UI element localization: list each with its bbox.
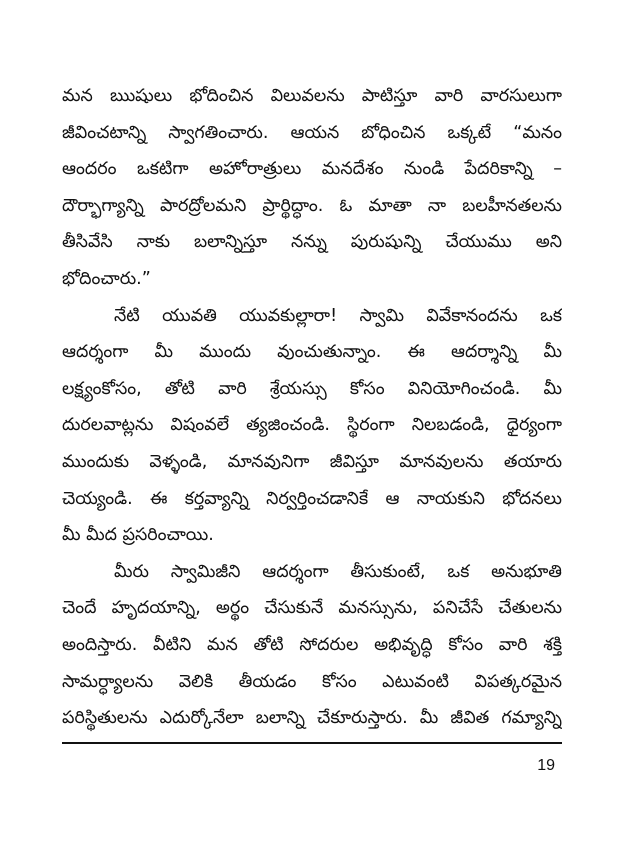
paragraph-1-line-1: మన ఋషులు భోదించిన విలువలను పాటిస్తూ వారి వారసులుగా <box>62 86 562 106</box>
paragraph-2-line-3: లక్ష్యంకోసం, తోటి వారి శ్రేయస్సు కోసం వినియోగించండి. మీ <box>62 378 562 399</box>
paragraph-3-line-2: చెందే హృదయాన్ని, అర్థం చేసుకునే మనస్సును, పనిచేసే చేతులను <box>62 598 562 619</box>
paragraph-3-line-4: సామర్ధ్యాలను వెలికి తీయడం కోసం ఎటువంటి విపత్కరమైన <box>62 671 562 692</box>
paragraph-3-line-1: మీరు స్వామిజీని ఆదర్శంగా తీసుకుంటే, ఒక అనుభూతి <box>114 561 562 582</box>
paragraph-2-line-6: చెయ్యండి. ఈ కర్తవ్యాన్ని నిర్వర్తించడానికే ఆ నాయకుని భోదనలు <box>62 488 562 509</box>
paragraph-1-line-6: భోదించారు.” <box>62 268 151 289</box>
paragraph-3-line-3: అందిస్తారు. వీటిని మన తోటి సోదరుల అభివృద్ధి కోసం వారి శక్తి <box>62 634 562 655</box>
paragraph-2-line-2: ఆదర్శంగా మీ ముందు వుంచుతున్నాం. ఈ ఆదర్శాన్ని మీ <box>62 342 562 363</box>
page-number: 19 <box>537 757 555 774</box>
paragraph-1-line-2: జీవించటాన్ని స్వాగతించారు. ఆయన బోధించిన ఒక్కటే “మనం <box>62 122 562 143</box>
paragraph-1-line-3: ఆందరం ఒకటిగా అహోరాత్రులు మనదేశం నుండి పేదరికాన్ని – <box>62 159 562 180</box>
paragraph-2-line-1: నేటి యువతి యువకుల్లారా! స్వామి వివేకానందను ఒక <box>114 305 562 326</box>
paragraph-3-line-5: పరిస్థితులను ఎదుర్కోనేలా బలాన్ని చేకూరుస్తారు. మీ జీవిత గమ్యాన్ని <box>62 708 562 729</box>
paragraph-2-line-7: మీ మీద ప్రసరించాయి. <box>62 525 214 546</box>
body-text <box>62 78 562 737</box>
paragraph-2-line-5: ముందుకు వెళ్ళండి, మానవునిగా జీవిస్తూ మానవులను తయారు <box>62 451 562 472</box>
paragraph-1-line-5: తీసివేసి నాకు బలాన్నిస్తూ నన్ను పురుషున్ని చేయుము అని <box>62 232 562 253</box>
paragraph-1-line-4: దౌర్భాగ్యాన్ని పారద్రోలమని ప్రార్థిద్ధాం. ఓ మాతా నా బలహీనతలను <box>62 195 562 216</box>
footer-divider <box>62 742 562 744</box>
paragraph-2-line-4: దురలవాట్లను విషంవలే త్యజించండి. స్థిరంగా నిలబడండి, ధైర్యంగా <box>62 415 562 436</box>
